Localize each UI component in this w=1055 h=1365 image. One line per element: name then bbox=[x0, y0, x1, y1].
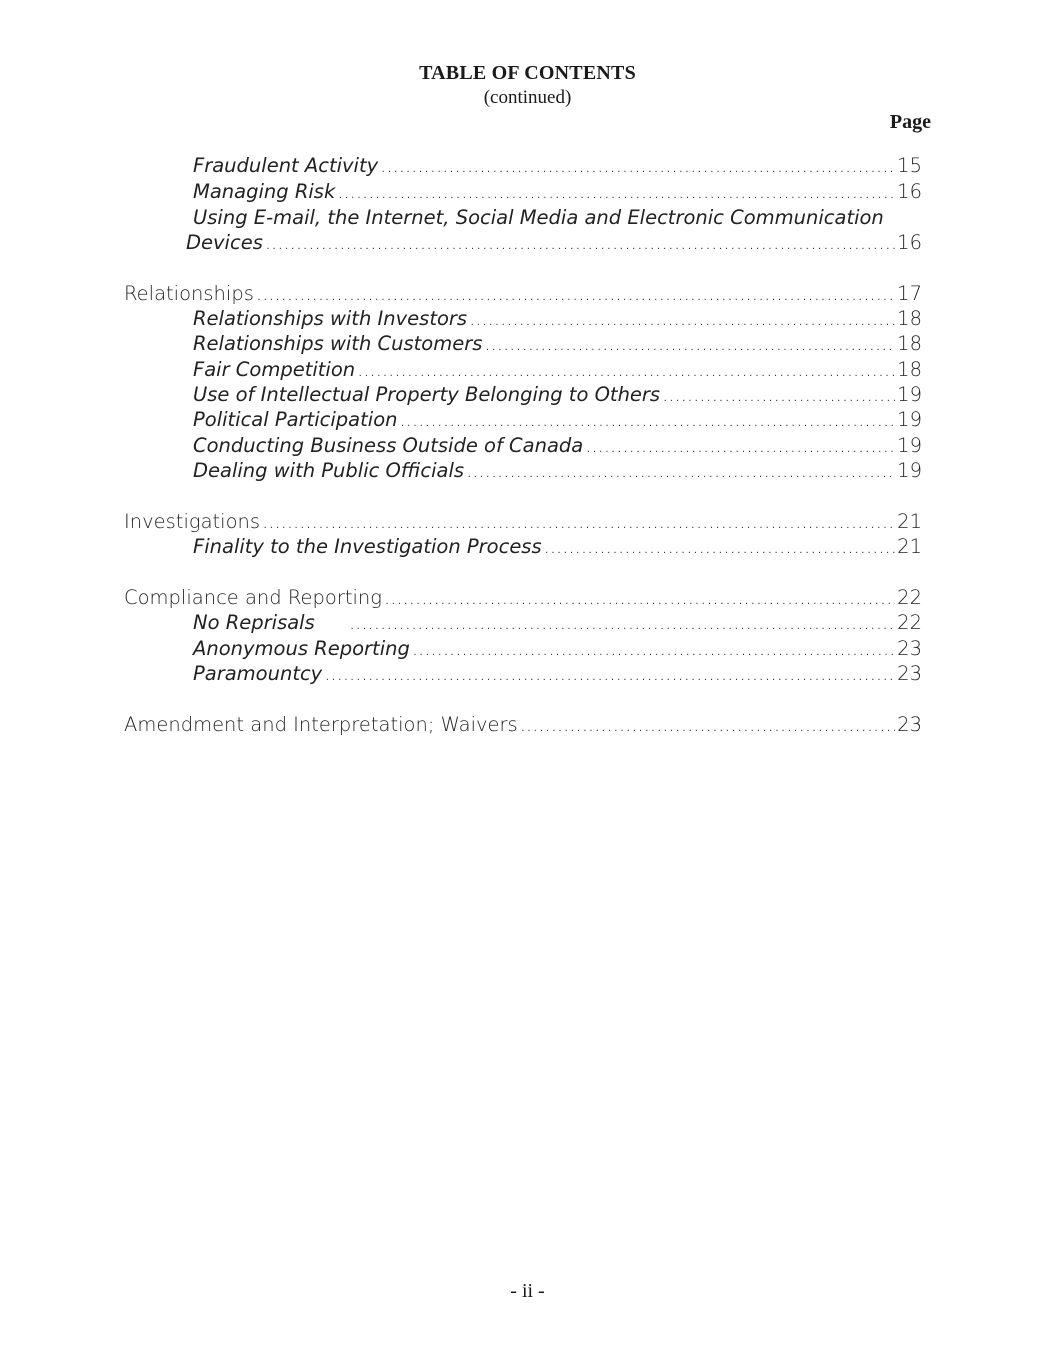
toc-entry-page: 19 bbox=[897, 434, 922, 457]
toc-entry-fraudulent-activity[interactable] bbox=[0, 154, 1055, 179]
toc-entry-title: Managing Risk bbox=[193, 180, 336, 203]
toc-entry-page: 21 bbox=[897, 535, 922, 558]
page-number-footer: - ii - bbox=[510, 1280, 545, 1302]
toc-entry-no-reprisals[interactable] bbox=[0, 611, 1055, 636]
toc-entry-page: 23 bbox=[897, 662, 922, 685]
leader-dots bbox=[520, 713, 895, 736]
toc-entry-title: Political Participation bbox=[193, 408, 398, 431]
toc-entry-relationships-customers[interactable] bbox=[0, 332, 1055, 357]
leader-dots bbox=[469, 307, 895, 330]
toc-entry-relationships-investors[interactable] bbox=[0, 307, 1055, 332]
toc-section-title: Relationships bbox=[124, 282, 254, 305]
toc-section-compliance[interactable] bbox=[0, 586, 1055, 611]
toc-entry-title: Conducting Business Outside of Canada bbox=[193, 434, 584, 457]
toc-entry-intellectual-property[interactable] bbox=[0, 383, 1055, 408]
leader-dots bbox=[265, 231, 895, 254]
toc-entry-page: 17 bbox=[897, 282, 922, 305]
leader-dots bbox=[384, 586, 895, 609]
toc-section-relationships[interactable] bbox=[0, 282, 1055, 307]
leader-dots bbox=[324, 662, 895, 685]
toc-entry-page: 18 bbox=[897, 332, 922, 355]
toc-entry-page: 18 bbox=[897, 307, 922, 330]
leader-dots bbox=[357, 358, 895, 381]
leader-dots bbox=[349, 611, 895, 634]
toc-entry-page: 23 bbox=[897, 713, 922, 736]
toc-section-amendment[interactable] bbox=[0, 713, 1055, 738]
toc-entry-title: Anonymous Reporting bbox=[193, 637, 410, 660]
toc-heading: TABLE OF CONTENTS bbox=[419, 62, 636, 84]
toc-entry-page: 16 bbox=[897, 180, 922, 203]
leader-dots bbox=[585, 434, 895, 457]
toc-entry-title: Fraudulent Activity bbox=[193, 154, 379, 177]
toc-section-title: Amendment and Interpretation; Waivers bbox=[124, 713, 518, 736]
toc-entry-page: 22 bbox=[897, 586, 922, 609]
toc-entry-investigation-finality[interactable] bbox=[0, 535, 1055, 560]
toc-section-investigations[interactable] bbox=[0, 510, 1055, 535]
toc-entry-page: 16 bbox=[897, 231, 922, 254]
toc-section-title: Compliance and Reporting bbox=[124, 586, 382, 609]
toc-entry-page: 21 bbox=[897, 510, 922, 533]
toc-entry-title: No Reprisals bbox=[193, 611, 315, 634]
toc-entry-title: Dealing with Public Officials bbox=[193, 459, 465, 482]
leader-dots bbox=[662, 383, 895, 406]
page-column-label: Page bbox=[889, 111, 931, 133]
toc-subheading: (continued) bbox=[483, 87, 572, 108]
leader-dots bbox=[412, 637, 895, 660]
toc-entry-outside-canada[interactable] bbox=[0, 434, 1055, 459]
leader-dots bbox=[484, 332, 895, 355]
leader-dots bbox=[256, 282, 895, 305]
toc-entry-title-line2: Devices bbox=[186, 231, 263, 254]
leader-dots bbox=[380, 154, 895, 177]
toc-section-title: Investigations bbox=[124, 510, 261, 533]
leader-dots bbox=[544, 535, 896, 558]
toc-entry-page: 22 bbox=[897, 611, 922, 634]
toc-entry-anonymous-reporting[interactable] bbox=[0, 637, 1055, 662]
toc-entry-title: Relationships with Investors bbox=[193, 307, 468, 330]
toc-entry-fair-competition[interactable] bbox=[0, 358, 1055, 383]
toc-entry-title: Fair Competition bbox=[193, 358, 356, 381]
toc-entry-electronic-communication[interactable] bbox=[0, 231, 1055, 256]
toc-entry-title: Use of Intellectual Property Belonging to Others bbox=[193, 383, 661, 406]
toc-entry-managing-risk[interactable] bbox=[0, 180, 1055, 205]
leader-dots bbox=[466, 459, 895, 482]
toc-entry-political-participation[interactable] bbox=[0, 408, 1055, 433]
toc-entry-page: 23 bbox=[897, 637, 922, 660]
leader-dots bbox=[262, 510, 895, 533]
toc-entry-page: 15 bbox=[897, 154, 922, 177]
leader-dots bbox=[337, 180, 895, 203]
toc-entry-title-line1: Using E-mail, the Internet, Social Media and Electronic Communication bbox=[193, 206, 884, 229]
toc-entry-page: 18 bbox=[897, 358, 922, 381]
toc-entry-public-officials[interactable] bbox=[0, 459, 1055, 484]
leader-dots bbox=[399, 408, 895, 431]
toc-entry-title: Relationships with Customers bbox=[193, 332, 483, 355]
toc-entry-paramountcy[interactable] bbox=[0, 662, 1055, 687]
toc-entry-page: 19 bbox=[897, 408, 922, 431]
toc-entry-page: 19 bbox=[897, 459, 922, 482]
toc-entry-page: 19 bbox=[897, 383, 922, 406]
toc-entry-title: Paramountcy bbox=[193, 662, 323, 685]
toc-entry-title: Finality to the Investigation Process bbox=[193, 535, 542, 558]
